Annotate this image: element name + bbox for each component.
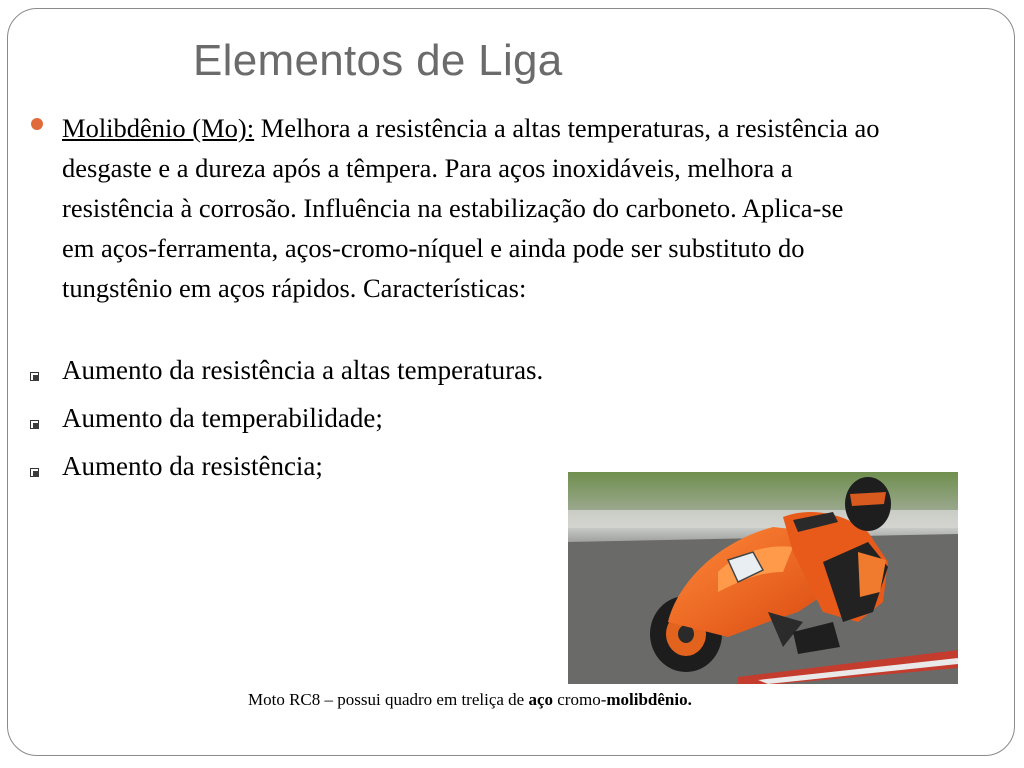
square-bullet-icon <box>30 420 39 429</box>
slide-title: Elementos de Liga <box>193 36 563 85</box>
square-bullet-icon <box>30 468 39 477</box>
intro-paragraph <box>62 108 882 308</box>
bullet-item: Aumento da resistência; <box>62 451 323 481</box>
motorcycle-photo <box>568 472 958 684</box>
bullet-item: Aumento da temperabilidade; <box>62 403 383 433</box>
bullet-item: Aumento da resistência a altas temperaturas. <box>62 355 544 385</box>
caption-text: Moto RC8 – possui quadro em treliça de <box>248 690 529 709</box>
intro-text: Melhora a resistência a altas temperaturas, a resistência ao desgaste e a dureza após a têmpera. Para aços inoxidáveis, melhora a resistência à corrosão. Influência na estabilização do carboneto. Aplica-se em aços-ferramenta, aços-cromo-níquel e ainda pode ser substituto do tungstênio em aços rápidos. Características: <box>62 113 880 303</box>
intro-lead: Molibdênio (Mo): <box>62 113 255 143</box>
photo-caption <box>248 690 692 710</box>
square-bullet-icon <box>30 372 39 381</box>
caption-text: cromo- <box>553 690 607 709</box>
round-bullet-icon <box>31 118 43 130</box>
caption-bold: molibdênio. <box>606 690 692 709</box>
caption-bold: aço <box>528 690 554 709</box>
